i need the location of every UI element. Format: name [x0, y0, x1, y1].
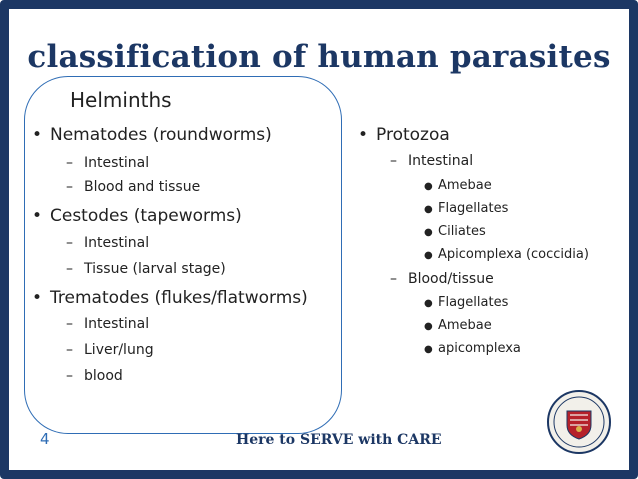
- list-subitem: [66, 342, 154, 358]
- item-label: Protozoa: [376, 125, 450, 145]
- list-subsubitem: [424, 178, 492, 193]
- dash-icon: –: [66, 235, 73, 251]
- list-item: [358, 125, 450, 145]
- helminths-heading: Helminths: [70, 88, 172, 112]
- slide-title: classification of human parasites: [27, 39, 611, 75]
- list-subitem: [66, 235, 149, 251]
- subsubitem-label: Amebae: [438, 318, 492, 333]
- subsubitem-label: Flagellates: [438, 201, 509, 216]
- bullet-icon: •: [358, 125, 369, 145]
- subsubitem-label: Flagellates: [438, 295, 509, 310]
- dash-icon: –: [390, 271, 397, 287]
- list-subitem: [390, 271, 494, 287]
- bullet-icon: •: [32, 125, 43, 145]
- list-subsubitem: [424, 341, 521, 356]
- list-subsubitem: [424, 224, 486, 239]
- list-subsubitem: [424, 295, 508, 310]
- list-subitem: [66, 179, 200, 195]
- dash-icon: –: [390, 153, 397, 169]
- list-subitem: [66, 261, 226, 277]
- dash-icon: –: [66, 368, 73, 384]
- bullet-icon: ●: [424, 204, 433, 215]
- dash-icon: –: [66, 342, 73, 358]
- subsubitem-label: Amebae: [438, 178, 492, 193]
- subitem-label: Intestinal: [84, 155, 150, 171]
- subitem-label: Intestinal: [84, 316, 150, 332]
- bullet-icon: ●: [424, 181, 433, 192]
- dash-icon: –: [66, 316, 73, 332]
- list-subitem: [66, 155, 149, 171]
- list-item: [32, 288, 308, 308]
- subsubitem-label: Ciliates: [438, 224, 486, 239]
- page-number: 4: [40, 430, 50, 448]
- bullet-icon: ●: [424, 227, 433, 238]
- list-subsubitem: [424, 318, 492, 333]
- subitem-label: Tissue (larval stage): [84, 261, 226, 277]
- bullet-icon: •: [32, 206, 43, 226]
- subsubitem-label: Apicomplexa (coccidia): [438, 247, 589, 262]
- item-label: Cestodes (tapeworms): [50, 206, 242, 226]
- bullet-icon: •: [32, 288, 43, 308]
- list-subsubitem: [424, 201, 508, 216]
- subitem-label: Blood and tissue: [84, 179, 201, 195]
- list-subitem: [66, 316, 149, 332]
- footer-motto: Here to SERVE with CARE: [236, 432, 442, 448]
- list-subitem: [390, 153, 473, 169]
- item-label: Trematodes (flukes/flatworms): [50, 288, 308, 308]
- bullet-icon: ●: [424, 344, 433, 355]
- subitem-label: Blood/tissue: [408, 271, 494, 287]
- list-item: [32, 125, 272, 145]
- subitem-label: blood: [84, 368, 123, 384]
- subitem-label: Liver/lung: [84, 342, 154, 358]
- list-item: [32, 206, 242, 226]
- dash-icon: –: [66, 179, 73, 195]
- dash-icon: –: [66, 155, 73, 171]
- bullet-icon: ●: [424, 298, 433, 309]
- list-subitem: [66, 368, 123, 384]
- bullet-icon: ●: [424, 321, 433, 332]
- seal-emblem-icon: [546, 389, 612, 455]
- subitem-label: Intestinal: [408, 153, 474, 169]
- subsubitem-label: apicomplexa: [438, 341, 521, 356]
- list-subsubitem: [424, 247, 589, 262]
- subitem-label: Intestinal: [84, 235, 150, 251]
- dash-icon: –: [66, 261, 73, 277]
- item-label: Nematodes (roundworms): [50, 125, 272, 145]
- bullet-icon: ●: [424, 250, 433, 261]
